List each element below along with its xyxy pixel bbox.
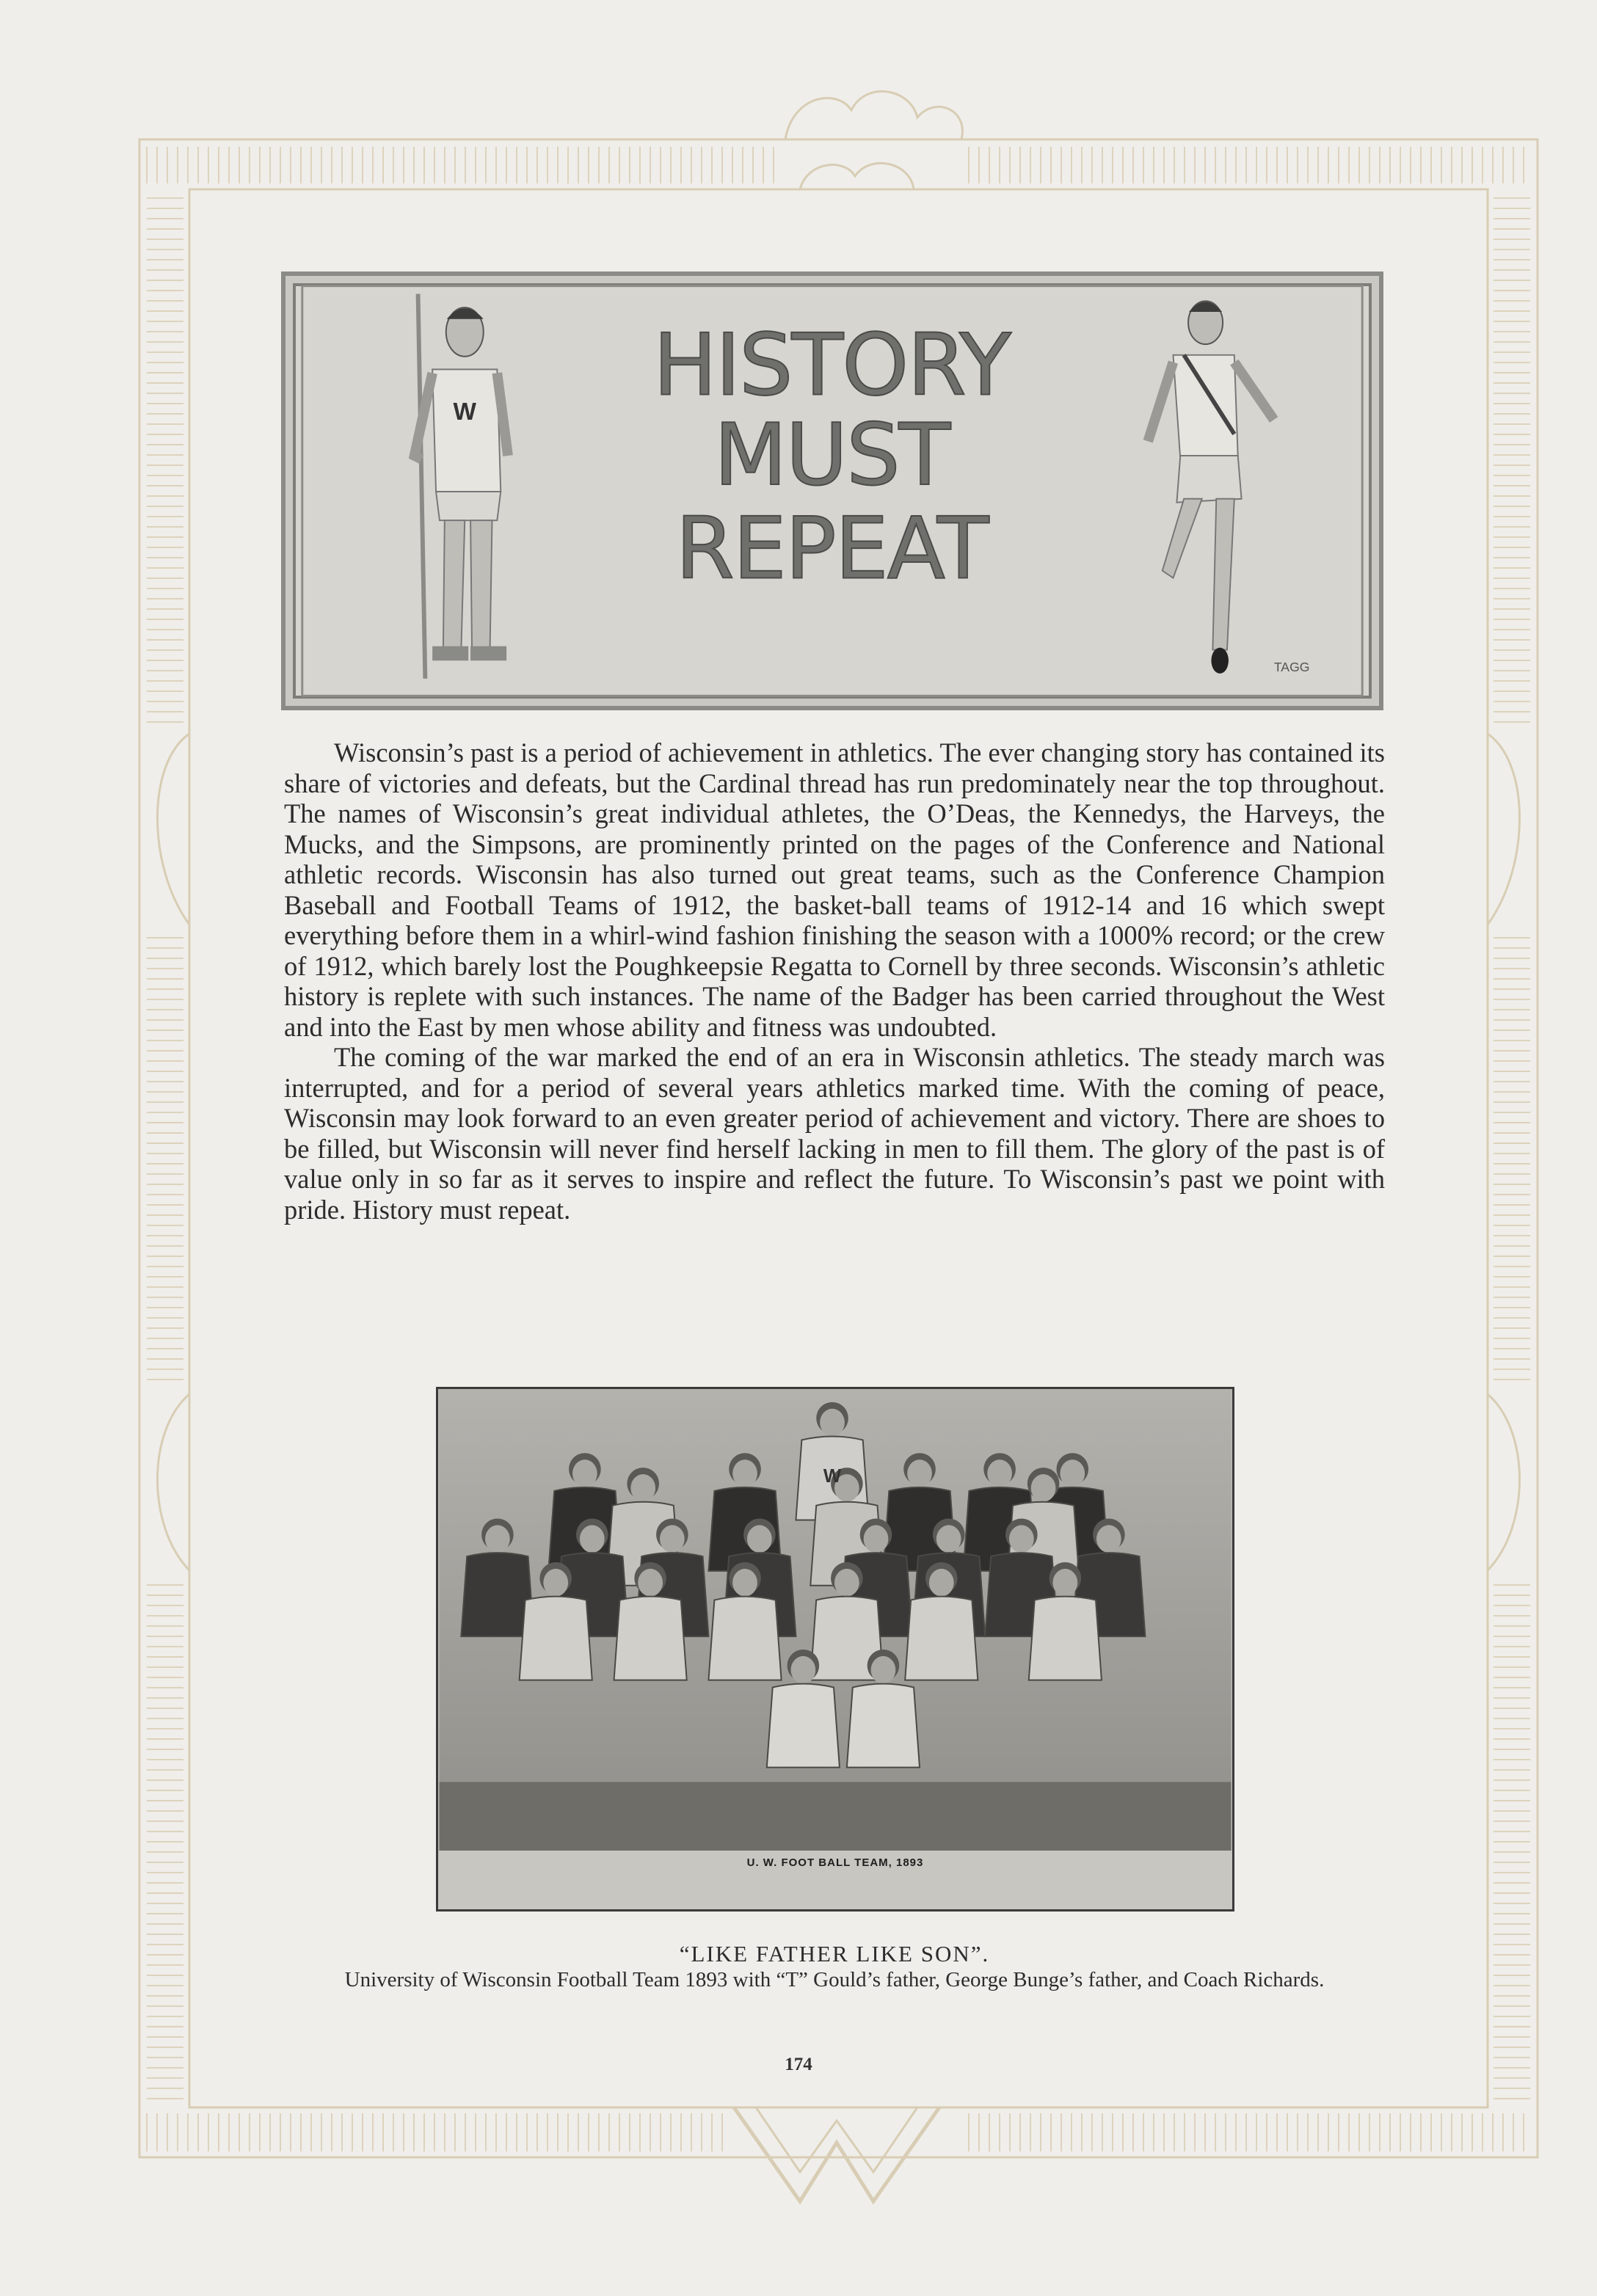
left-figure-letter: W — [453, 398, 476, 426]
page-number: 174 — [785, 2055, 812, 2074]
artist-signature: TAGG — [1273, 659, 1310, 674]
header-illustration — [281, 271, 1383, 710]
photo-caption — [284, 1941, 1385, 1992]
photo-caption-title: U. W. FOOT BALL TEAM, 1893 — [746, 1856, 924, 1869]
sweater-letter: W — [823, 1465, 842, 1487]
body-paragraph-2: The coming of the war marked the end of an era in Wisconsin athletics. The steady march was interrupted, and for a period of several years athletics marked time. With the coming of peace, Wisconsin may look forward to an even greater period of achievement and victory. There are shoes to be filled, but Wisconsin will never find herself lacking in men to fill them. The glory of the past is of value only in so far as it serves to inspire and reflect the future. To Wisconsin’s past we point with pride. History must repeat. — [284, 1042, 1385, 1225]
team-photograph — [436, 1387, 1234, 1911]
caption-title: “LIKE FATHER LIKE SON”. — [679, 1941, 990, 1967]
body-paragraph-1: Wisconsin’s past is a period of achievement in athletics. The ever changing story has contained its share of victories and defeats, but the Cardinal thread has run predominately near the top throughout. The names of Wisconsin’s great individual athletes, the O’Deas, the Kennedys, the Harveys, the Mucks, and the Simpsons, are prominently printed on the pages of the Conference and National athletic records. Wisconsin has also turned out great teams, such as the Conference Champion Baseball and Football Teams of 1912, the basket-ball teams of 1912-14 and 16 which swept everything before them in a whirl-wind fashion finishing the season with a 1000% record; or the crew of 1912, which barely lost the Poughkeepsie Regatta to Cornell by three seconds. Wisconsin’s athletic history is replete with such instances. The name of the Badger has been carried throughout the West and into the East by men whose ability and fitness was undoubted. — [284, 737, 1385, 1042]
team-photo-image — [438, 1389, 1232, 1909]
header-art — [285, 276, 1379, 706]
photo-caption-strip — [438, 1851, 1232, 1909]
left-athlete-figure — [415, 294, 508, 678]
header-title-line-1: HISTORY — [653, 316, 1010, 415]
body-text — [284, 737, 1385, 1225]
header-title-line-2: MUST — [713, 407, 950, 506]
header-title-line-3: REPEAT — [675, 500, 988, 599]
caption-text: University of Wisconsin Football Team 1893 with “T” Gould’s father, George Bunge’s father, and Coach Richards. — [344, 1968, 1325, 1991]
right-athlete-figure — [1148, 301, 1273, 674]
